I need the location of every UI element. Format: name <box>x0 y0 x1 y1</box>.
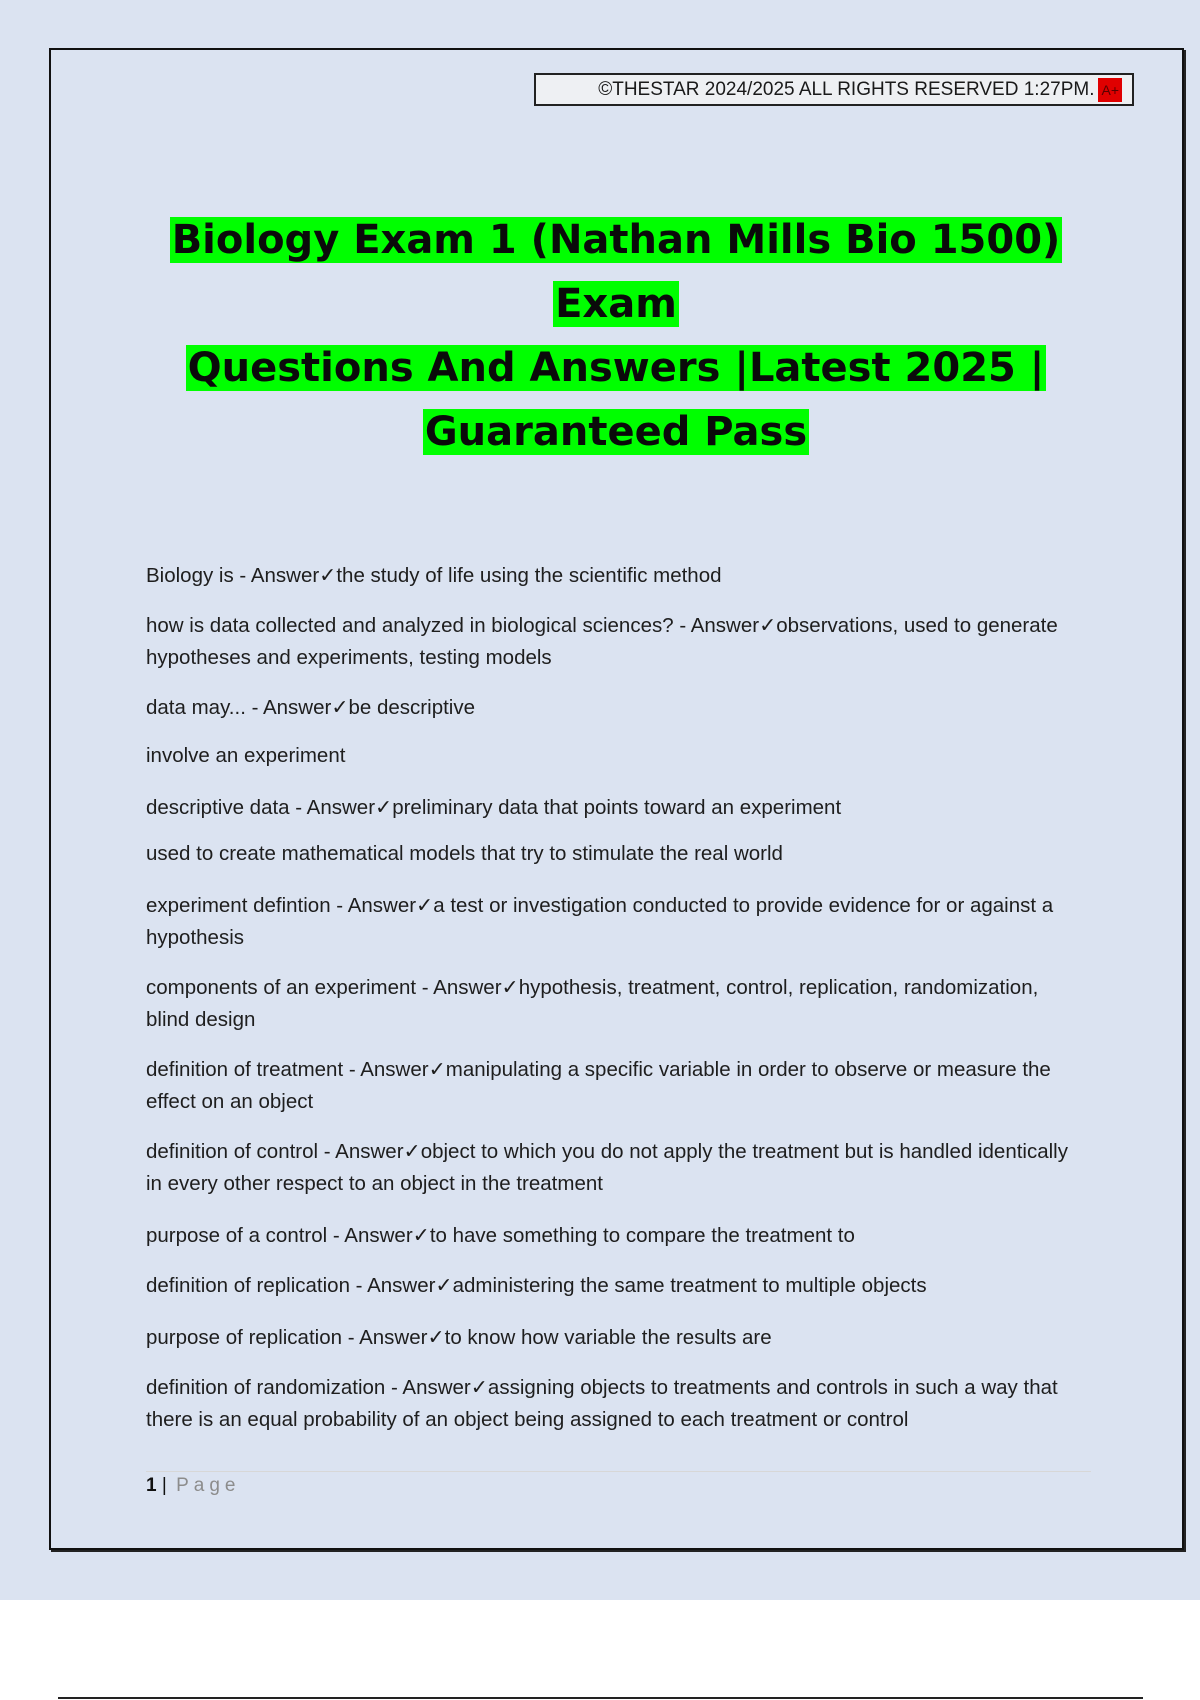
title-line-3: Guaranteed Pass <box>424 409 808 455</box>
bottom-divider <box>58 1697 1143 1699</box>
page-number: 1 <box>146 1475 157 1496</box>
copyright-text: ©THESTAR 2024/2025 ALL RIGHTS RESERVED 1:27PM. <box>598 78 1095 100</box>
qa-item: experiment defintion - Answer✓a test or investigation conducted to provide evidence for or against a hypothesis <box>146 894 1054 949</box>
page-separator: | <box>161 1475 167 1496</box>
qa-item: data may... - Answer✓be descriptive <box>146 696 475 719</box>
page-footer <box>146 1473 240 1499</box>
qa-item: purpose of a control - Answer✓to have something to compare the treatment to <box>146 1224 855 1247</box>
page-label: Page <box>176 1475 241 1496</box>
qa-item: definition of randomization - Answer✓assigning objects to treatments and controls in such a way that there is an equal probability of an object being assigned to each treatment or control <box>146 1376 1058 1431</box>
qa-item: involve an experiment <box>146 744 346 767</box>
copyright-banner <box>534 73 1134 106</box>
document-title <box>110 208 1122 464</box>
qa-item: components of an experiment - Answer✓hypothesis, treatment, control, replication, randomization, blind design <box>146 976 1039 1031</box>
title-line-1: Biology Exam 1 (Nathan Mills Bio 1500) Exam <box>171 217 1061 327</box>
footer-divider <box>146 1471 1091 1472</box>
qa-item: definition of control - Answer✓object to which you do not apply the treatment but is handled identically in every other respect to an object in the treatment <box>146 1140 1068 1195</box>
title-line-2: Questions And Answers |Latest 2025 | <box>187 345 1045 391</box>
qa-item: definition of replication - Answer✓administering the same treatment to multiple objects <box>146 1274 927 1297</box>
qa-list <box>146 560 1086 1436</box>
qa-item: Biology is - Answer✓the study of life using the scientific method <box>146 564 722 587</box>
qa-item: purpose of replication - Answer✓to know how variable the results are <box>146 1326 772 1349</box>
qa-item: how is data collected and analyzed in biological sciences? - Answer✓observations, used to generate hypotheses and experiments, testing models <box>146 614 1058 669</box>
qa-item: descriptive data - Answer✓preliminary data that points toward an experiment <box>146 796 842 819</box>
grade-badge: A+ <box>1098 78 1122 102</box>
qa-item: used to create mathematical models that try to stimulate the real world <box>146 842 783 865</box>
qa-item: definition of treatment - Answer✓manipulating a specific variable in order to observe or measure the effect on an object <box>146 1058 1051 1113</box>
